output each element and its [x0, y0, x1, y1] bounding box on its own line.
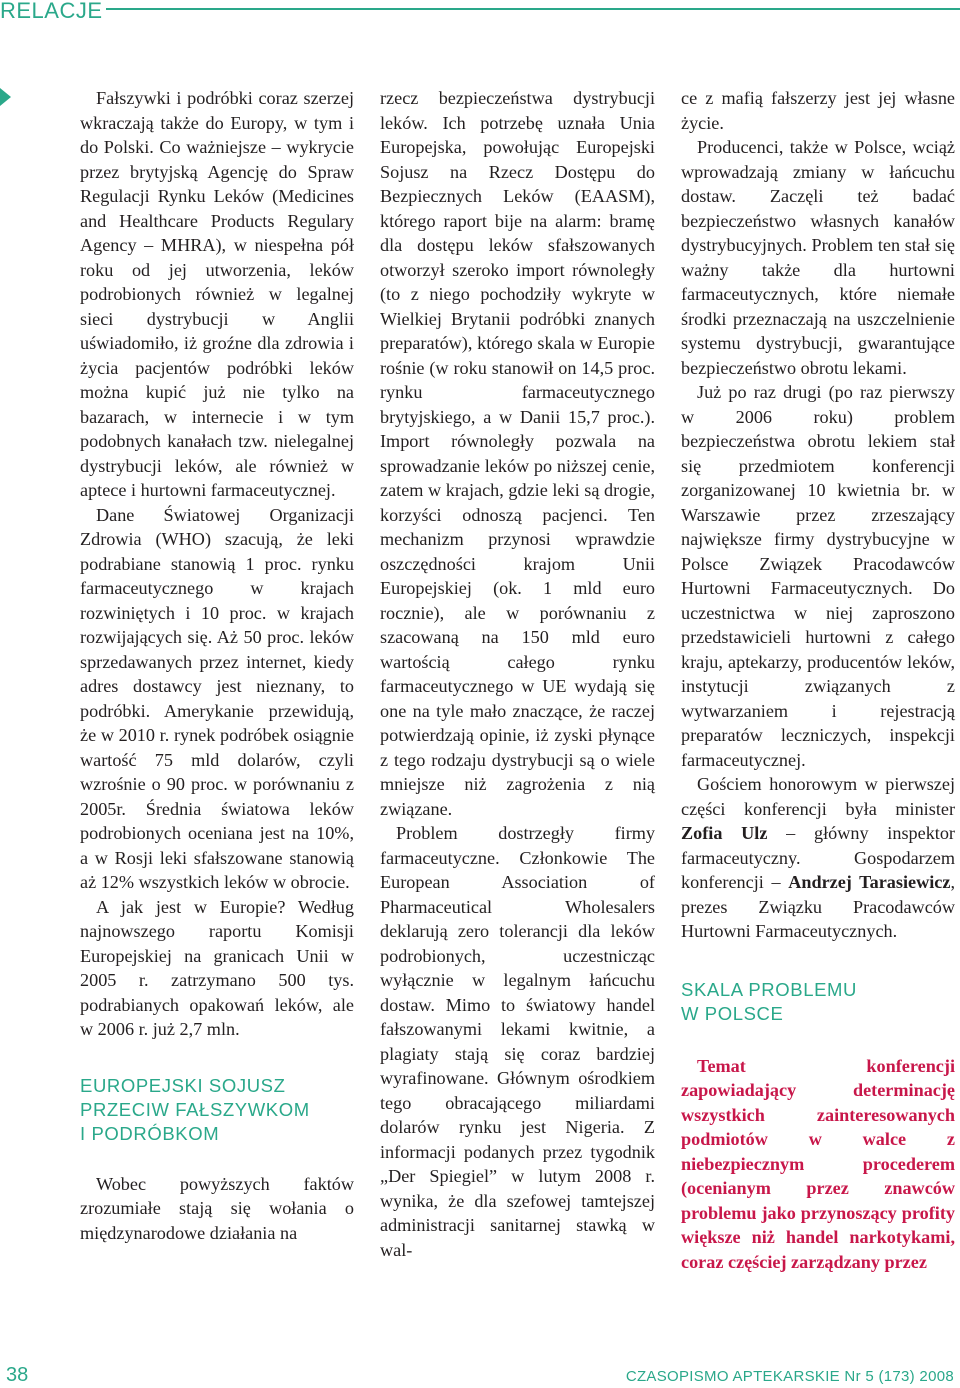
journal-footer: CZASOPISMO APTEKARSKIE Nr 5 (173) 2008	[625, 1368, 954, 1385]
paragraph: ce z mafią fałszerzy jest jej własne życie.	[681, 88, 955, 133]
paragraph: Problem dostrzegły firmy farmaceutyczne. Członkowie The European Association of Pharmaceutical Wholesalers deklarują zero tolerancji dla leków podrobionych, uczestnicząc wyłącznie w legalnym łańcuchu dostaw. Mimo to światowy handel fałszowanymi lekami kwitnie, a plagiaty stają się coraz bardziej wyrafinowane. Głównym ośrodkiem tego obracającego miliardami dolarów rynku jest Nigeria. Z informacji podanych przez tygodnik „Der Spiegiel” w lutym 2008 r. wynika, że dla szefowej tamtejszej administracji sanitarnej stawką w wal-	[380, 823, 655, 1260]
page-number: 38	[6, 1364, 29, 1386]
text-run: – główny inspektor farmaceutyczny. Gospodarzem konferencji –	[681, 823, 955, 892]
top-divider	[106, 8, 960, 10]
host-name: Andrzej Tarasiewicz	[788, 872, 951, 892]
paragraph-guests	[681, 772, 955, 944]
paragraph: Już po raz drugi (po raz pierwszy w 2006 roku) problem bezpieczeństwa obrotu lekiem stał się przedmiotem konferencji zorganizowanej 10 kwietnia br. w Warszawie przez zrzeszający największe firmy dystrybucyjne w Polsce Związek Pracodawców Hurtowni Farmaceutycznych. Do uczestnictwa w niej zaproszono przedstawicieli hurtowni z całego kraju, aptekarzy, producentów leków, instytucji związanych z wytwarzaniem i rejestracją preparatów leczniczych, inspekcji farmaceutycznej.	[681, 382, 955, 770]
subheading-scale-problem	[681, 978, 955, 1026]
paragraph: Fałszywki i podróbki coraz szerzej wkraczają także do Europy, w tym i do Polski. Co ważniejsze – wykrycie przez brytyjską Agencję do Spraw Regulacji Rynku Leków (Medicines and Healthcare Products Regulary Agency – MHRA), w niespełna pół roku od jej utworzenia, leków podrobionych również w legalnej sieci dystrybucji w Anglii uświadomiło, iż groźne dla zdrowia i życia pacjentów podróbki leków można kupić już nie tylko na bazarach, w internecie i w tym podobnych kanałach tzw. nielegalnej dystrybucji leków, ale również w aptece i hurtowni farmaceutycznej.	[80, 88, 354, 500]
subheading-line: EUROPEJSKI SOJUSZ	[80, 1074, 286, 1096]
text-run: Gościem honorowym w pierwszej części konferencji była minister	[681, 774, 955, 819]
paragraph: Dane Światowej Organizacji Zdrowia (WHO) szacują, że leki podrabiane stanowią 1 proc. rynku farmaceutycznego w krajach rozwiniętych i 10 proc. w krajach rozwijających się. Aż 50 proc. leków sprzedawanych przez internet, kiedy adres dostawcy jest nieznany, to podróbki. Amerykanie przewidują, że w 2010 r. rynek podróbek osiągnie wartość 75 mld dolarów, czyli wzrośnie o 90 proc. w porównaniu z 2005r. Średnia światowa leków podrobionych oceniana jest na 10%, a w Rosji leki sfałszowane stanowią aż 12% wszystkich leków w obrocie.	[80, 504, 354, 892]
paragraph: Wobec powyższych faktów zrozumiałe stają się wołania o międzynarodowe działania na	[80, 1173, 354, 1243]
section-label: RELACJE	[0, 0, 103, 23]
column-3	[681, 86, 955, 1274]
paragraph: A jak jest w Europie? Według najnowszego raportu Komisji Europejskiej na granicach Unii w 2005 r. zatrzymano 500 tys. podrabianych opakowań leków, ale w 2006 r. już 2,7 mln.	[80, 896, 354, 1039]
guest-name: Zofia Ulz	[681, 823, 768, 843]
column-2	[380, 86, 655, 1262]
text-run: , prezes Związku Pracodawców Hurtowni Farmaceutycznych.	[681, 872, 955, 941]
paragraph: rzecz bezpieczeństwa dystrybucji leków. Ich potrzebę uznała Unia Europejska, powołując Europejski Sojusz na Rzecz Dostępu do Bezpiecznych Leków (EAASM), którego raport bije na alarm: bramę dla dostępu leków sfałszowanych otworzył szeroko import równoległy (to z niego pochodziły wykryte w Wielkiej Brytanii podróbki znanych preparatów), którego skala w Europie rośnie (w roku stanowił on 14,5 proc. rynku farmaceutycznego brytyjskiego, a w Danii 15,7 proc.). Import równoległy pozwala na sprowadzanie leków po niższej cenie, zatem w krajach, gdzie leki są drogie, korzyści odnoszą pacjenci. Ten mechanizm przynosi wprawdzie oszczędności krajom Unii Europejskiej (ok. 1 mld euro rocznie), ale w porównaniu z szacowaną na 150 mld euro wartością całego rynku farmaceutycznego w UE wydają się one na tyle mało znaczące, że raczej potwierdzają opinie, iż zyski płynące z tego rodzaju dystrybucji są o wiele mniejsze niż zagrożenia z nią związane.	[380, 88, 655, 819]
subheading-european-alliance	[80, 1074, 354, 1146]
column-1	[80, 86, 354, 1245]
paragraph: Producenci, także w Polsce, wciąż wprowadzają zmiany w łańcuchu dostaw. Zaczęli też badać bezpieczeństwo własnych kanałów dystrybucyjnych. Problem ten stał się ważny także dla hurtowni farmaceutycznych, które niemałe środki przeznaczają na uszczelnienie systemu dystrybucji, gwarantujące bezpieczeństwo obrotu lekami.	[681, 137, 955, 378]
subheading-line: W POLSCE	[681, 1002, 784, 1024]
subheading-line: I PODRÓBKOM	[80, 1122, 220, 1144]
arrow-bullet-icon	[0, 88, 11, 106]
subheading-line: SKALA PROBLEMU	[681, 978, 857, 1000]
subheading-line: PRZECIW FAŁSZYWKOM	[80, 1098, 310, 1120]
highlight-paragraph: Temat konferencji zapowiadający determinację wszystkich zainteresowanych podmiotów w walce z niebezpiecznym procederem (ocenianym przez znawców problemu jako przynoszący profity większe niż handel narkotykami, coraz częściej zarządzany przez	[681, 1055, 955, 1272]
